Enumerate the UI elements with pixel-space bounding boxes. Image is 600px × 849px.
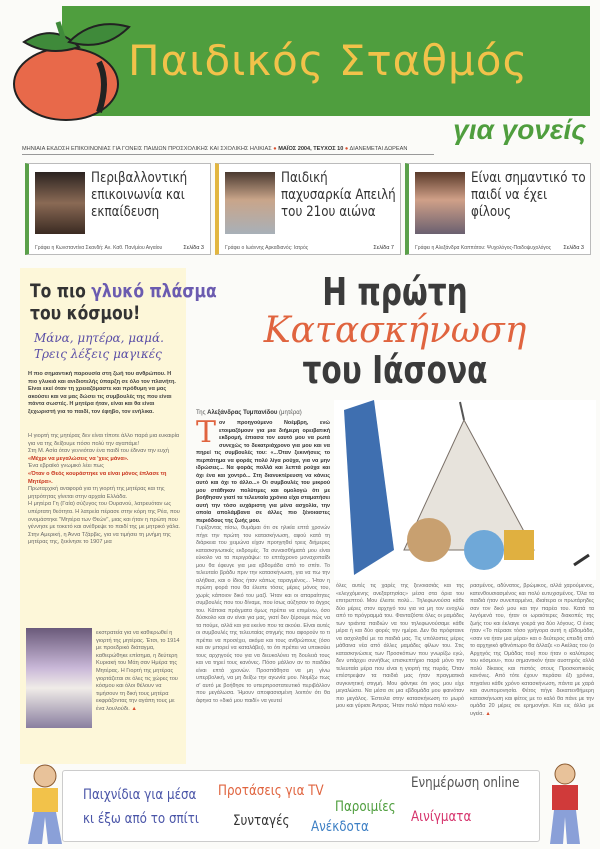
quote: «Όταν ο Θεός κουράστηκε να είναι μόνος έπλασε τη Μητέρα». [28,470,167,485]
title-part: Το πιο [30,280,92,302]
girl-cartoon-icon [20,762,70,849]
banner-item: Αινίγματα [411,809,472,825]
boy-cartoon-icon [540,762,590,849]
sidebar-body [28,433,180,547]
paragraph: ρασμένος, αδύνατος, βρώμικος, αλλά χαρούμενος, κατενθουσιασμένος και πολύ ευτυχισμένος. Όλα τα παιδιά ήταν συνεπαρμένα, ιδιαίτερα οι πρωτάρηδες σαν τον δικό μου και την παρέα του. Κατά τα λεγόμενά του, ήταν οι ωραιότερες διακοπές της ζωής του και έκλαιγε γοερά για δύο λόγους. Ο ένας ήταν «Το πέρασε τόσο γρήγορα αυτή η εβδομάδα, «σαν να ήταν μια μέρα» και ο δεύτερος επειδή από το αρχηγικό φθινόπωρο θα άλλαζε «ο Ακέλας του (ο Αρχηγός της Ομάδας του) που ήταν ο καλύτερος του κόσμου», που σημαντικόν ήταν αυστηρός αλλά πολύ δίκαιος και πιστός στους Προσκοπικούς κανόνες. Από τότε έχουν περάσει έξι χρόνια, πηγαίνει κάθε χρόνο κατασκήνωση, πάντα με χαρά και ανυπομονησία. Φέτος πήγε δεκαπενθήμερη κατασκήνωση και φέτος με το καλό θα πάνε με την ομάδα 20 μέρες σε ερημονήσι. Και εις άλλα με υγεία. [470,583,594,717]
banner-item: Ανέκδοτα [311,819,369,835]
teaser-page: Σελίδα 3 [563,245,584,251]
author-photo [225,172,275,234]
author-photo [35,172,85,234]
issue-info-line [22,146,434,155]
title-highlight: γλυκό πλάσμα [91,280,217,302]
banner-item: Ενημέρωση online [411,775,520,791]
article-lead: ον προηγούμενο Νοέμβρη, ενώ ετοιμαζόμουν για μια διήμερη ορειβατική εκδρομή, έπιασα τον εαυτό μου να ρωτά συνεχώς το δεκατριάχρονο για μου και να πηρεί τις συμβουλές του: «...Όταν ξεκινήσεις το περπάτημα να φοράς πολύ λίγα ρούχα, για να μην ιδρώσεις... Να φοράς πολλά και λεπτά ρούχα και όχι ένα και χοντρό... Στη διανυκτέρευση να κάνεις αυτό και όχι το άλλο...» Οι συμβουλές του μικρού μου στάθηκαν πολύτιμες και ομολογώ ότι με βοήθησαν γιατί τα τελευταία χρόνια είχα σταματήσει αυτή την τόσο ευχάριστη για μένα ασχολία, την οποία απολάμβανα σε άλλες πιο ξένοιαστες περιόδους της ζωής μου. [196,420,330,524]
title-part: του κόσμου! [30,302,141,324]
end-mark-icon: ▲ [131,705,137,712]
teaser-title: Παιδική παχυσαρκία Απειλή του 21ου αιώνα [281,170,396,220]
bullet-icon: ● [273,146,279,152]
sidebar-subtitle [34,330,164,362]
teaser-byline: Γράφει η Κωνσταντίνα Σκανδή: Αν. Καθ. Παν/μίου Αιγαίου [35,245,163,251]
camping-tent-illustration [334,400,596,580]
teaser-title: Είναι σημαντικό το παιδί να έχει φίλους [471,170,586,220]
headline-line: Κατασκήνωση [263,310,527,351]
drop-cap: Τ [196,415,217,450]
paragraph: Πρωταρχική αναφορά για τη γιορτή της μητέρας και της μητρότητας γίνεται στην αρχαία Ελλάδα. [28,486,165,500]
peach-logo-icon [4,12,134,122]
distribution-note: ΔΙΑΝΕΜΕΤΑΙ ΔΩΡΕΑΝ [349,146,408,152]
paragraph: Η γιορτή της μητέρας δεν είναι τίποτε άλλο παρά μια ευκαιρία για να της δείξουμε πόσο πολύ την αγαπάμε! [28,433,180,447]
banner-item: Προτάσεις για TV [218,783,324,799]
masthead-subtitle: για γονείς [453,114,586,145]
paragraph: Στην Αμερική, η Άννα Τζάρβις, για να τιμήσει τη μνήμη της μητέρας της, ξεκίνησε το 1907 μια [28,531,171,546]
publication-description: ΜΗΝΙΑΙΑ ΕΚΔΟΣΗ ΕΠΙΚΟΙΝΩΝΙΑΣ ΓΙΑ ΓΟΝΕΙΣ ΠΑΙΔΙΩΝ ΠΡΟΣΧΟΛΙΚΗΣ ΚΑΙ ΣΧΟΛΙΚΗΣ ΗΛΙΚΙΑΣ [22,146,272,152]
author-photo [415,172,465,234]
paragraph: Στη Μ. Ασία όταν γεννιόταν ένα παιδί του έδιναν την ευχή [28,448,169,455]
masthead-title: Παιδικός Σταθμός [128,36,529,85]
mothers-day-sidebar [20,268,217,764]
teaser-environment[interactable] [25,163,211,255]
banner-item: Παιχνίδια για μέσα [83,787,197,803]
article-column-3 [470,583,594,718]
end-mark-icon: ▲ [485,710,491,717]
author-name: Αλεξάνδρας Τυμπανίδου [207,410,278,416]
sidebar-title [30,280,217,324]
bullet-icon: ● [344,146,350,152]
teaser-byline: Γράφει η Αλεξάνδρα Καππάτου: Ψυχολόγος-Παιδοψυχολόγος [415,245,552,251]
article-column-1 [196,415,330,705]
banner-item: Συνταγές [233,813,290,829]
banner-item: Παροιμίες [335,799,396,815]
teaser-byline: Γράφει ο Ιωάννης Αρκαδιανός: Ιατρός [225,245,309,251]
paragraph: Γυρίζοντας πίσω, θυμάμαι ότι σε ηλικία επτά χρονών πήγε την πρώτη του κατασκήνωση, αφού κατά τη διάρκεια του χειμώνα είχαν προηγηθεί τρεις διήμερες κατασκηνωτικές εκδρομές. Τα συναισθήματά μου είναι εύκολο να τα περιγράψω: το επτάχρονο μοναχοπαίδι μου θα έφευγε για μια εβδομάδα από το σπίτι. Το τελευταίο βράδυ πριν την κατασκήνωση, για να πω την αλήθεια, και ο ίδιος ήταν κάπως ταραγμένος... Ήταν η πρώτη φορά που θα έλειπε τόσες μέρες μόνος του, χωρίς κάποιον δικό του μαζί. Ήταν και οι απαραίτητες συμβουλές που του δίναμε, που ίσως αύξησαν το άγχος του. Κάποια πράγματα όμως πρέπει να επιμένω, όσο δύσκολο και αν είναι για μας, γιατί δεν ξέρουμε πώς να τα πούμε, αλλά και για εκείνο που τα ακούει. Είναι αυτές οι συμβουλές της τελευταίας στιγμής που αφορούν το τι πρέπει να προσέχει, ακόμα και τους ανθρώπους (όσο και αν μπορεί να καταλάβει), το ότι πρέπει να υπακούει τους αρχηγούς του για να διευκολύνει τη δουλειά τους και να τηρεί τους κανόνες. Πόσο μάλλον αν το παιδάκι είναι επτά χρονών. Προσπάθησα να μη γίνω υπερβολική, να μη δείξω την αγωνία μου. Νομίζω πως σ' αυτό με βοήθησε το υπερπροστατευτικό περιβάλλον που μεγάλωσα. Ήμουν αποφασισμένη λοιπόν ότι θα άφηνα το «δικό μου παιδί» να γευτεί [196,525,330,704]
quote: «Μέχρι να μεγαλώσεις να 'χεις μάνα». [28,455,129,462]
paragraph: Η μητέρα Γη (Γαία) σύζυγος του Ουρανού, λατρευόταν ως υπέρτατη θεότητα. Η λατρεία πέρασε στην κόρη της Ρέα, που ονομάστηκε "Μητέρα των Θεών", μιας και ήταν η πρώτη που γέννησε με τοκετό και ανέθρεψε το παιδί της με μητρικό γάλα. [28,501,180,531]
sidebar-lead: Η πιο σημαντική παρουσία στη ζωή του ανθρώπου. Η πιο γλυκιά και ανιδιοτελής ύπαρξη σε όλο τον πλανήτη. Είναι εκεί όταν τη χρειαζόμαστε και πρόθυμη να μας ακούσει και να μας δώσει τις συμβουλές της που είναι πάντα σωστές. Η μητέρα ήταν, είναι και θα είναι ξεχωριστή για το παιδί, τον έφηβο, τον ενήλικα. [28,371,176,415]
paragraph: εκστρατεία για να καθιερωθεί η γιορτή της μητέρας. Έτσι, το 1914 με προεδρικό διάταγμα, καθιερώθηκε επίσημα, η δεύτερη Κυριακή του Μάη σαν Ημέρα της Μητέρας. Η Γιορτή της μητέρας γιορτάζεται σε όλες τις χώρες του κόσμου και όλοι θέλουν να τιμήσουν τη δική τους μητέρα εκφράζοντας την αγάπη τους με ένα λουλούδι. [96,630,180,712]
teaser-page: Σελίδα 3 [183,245,204,251]
article-headline [195,272,595,390]
author-role: (μητέρα) [277,410,302,416]
subtitle-line: Τρεις λέξεις μαγικές [34,347,162,361]
teaser-friends[interactable] [405,163,591,255]
teaser-page: Σελίδα 7 [373,245,394,251]
byline-prefix: Της [196,410,208,416]
features-banner [62,770,540,842]
headline-line: Η πρώτη [322,270,468,314]
headline-line: του Ιάσονα [302,348,488,392]
teaser-obesity[interactable] [215,163,401,255]
teaser-title: Περιβαλλοντική επικοινωνία και εκπαίδευση [91,170,188,220]
paragraph: Ένα εβραϊκό γνωμικό λέει πως [28,463,104,470]
mother-and-baby-photo [26,628,92,728]
subtitle-line: Μάνα, μητέρα, μαμά. [34,331,164,345]
article-column-2: όλες αυτές τις χαρές της ξενοιασιάς και της «ελεγχόμενης ανεξαρτησίας» μέσα στα όρια του επιτρεπτού. Μου έλειπε πολύ... Τηλεφωνούσα κάθε δύο μέρες στον αρχηγό του για να μη τον ενοχλώ από το πρόγραμμά του. Φανταζόστε όλες οι μαμάδες των τριάντα παιδιών να του τηλεφωνούσαμε κάθε μέρα ή και δύο φορές την ημέρα. Δεν θα πρόφταινε να ασχοληθεί με τα παιδιά μας. Τις υπόλοιπες μέρες μάθαινα νέα από άλλες μαμάδες φίλων του. Στις κατασκηνώσεις των Προσκόπων που γνωρίζω εγώ, δεν υπάρχει συνήθως επισκεπτήριο παρά μόνο την τελευταία μέρα που είναι η γιορτή της πυράς. Όταν επέστρεψαν τα παιδιά μας ήταν πραγματικά συγκινητική στιγμή. Μου φάνηκε ότι γιος μου είχε μεγαλώσει. Να μέσα σε μια εβδομάδα μου φαινόταν πιο μεγάλος. Έστειλα στην κατασκήνωση το μωρό μου και γύρισε Άντρας. Ήταν πολύ πάρα πολύ κου- [336,583,464,709]
banner-item: κι έξω από το σπίτι [83,811,199,827]
sidebar-body-continued [96,630,180,714]
issue-date: ΜΑΪΟΣ 2004, ΤΕΥΧΟΣ 10 [278,146,344,152]
